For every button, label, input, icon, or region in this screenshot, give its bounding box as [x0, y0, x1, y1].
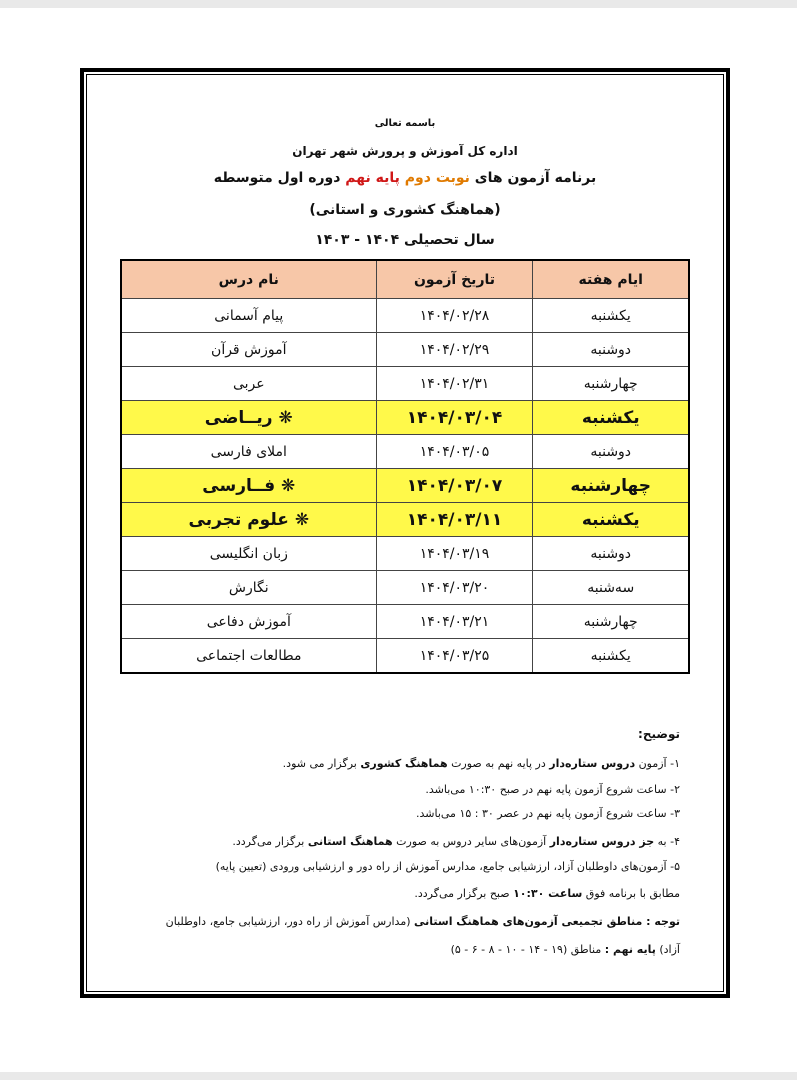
attention-part: (مدارس آموزش از راه دور، ارزشیابی جامع، داوطلبان	[165, 915, 414, 928]
table-row	[121, 469, 689, 503]
table-row	[121, 605, 689, 639]
table-row	[121, 401, 689, 435]
organization-name: اداره کل آموزش و پرورش شهر تهران	[292, 144, 518, 158]
attention-bold: مناطق تجمیعی آزمون‌های هماهنگ استانی	[414, 915, 643, 928]
cell-date: ۱۴۰۴/۰۳/۲۱	[376, 605, 533, 639]
cell-subject: نگارش	[121, 571, 376, 605]
note-1-part: در پایه نهم به صورت	[447, 757, 550, 770]
cell-day: سه‌شنبه	[533, 571, 689, 605]
note-4	[110, 835, 680, 848]
cell-subject: پیام آسمانی	[121, 299, 376, 333]
academic-year: سال تحصیلی ۱۴۰۴ - ۱۴۰۳	[315, 232, 495, 248]
cell-subject: زبان انگلیسی	[121, 537, 376, 571]
title-grade: پایه نهم	[345, 170, 400, 186]
bottom-bar	[0, 1072, 797, 1080]
title-level: دوره اول متوسطه	[213, 170, 346, 186]
table-row	[121, 571, 689, 605]
cell-date: ۱۴۰۴/۰۳/۰۴	[376, 401, 533, 435]
cell-day: دوشنبه	[533, 537, 689, 571]
title-part: برنامه آزمون های	[469, 170, 597, 186]
notes-heading: توضیح:	[638, 727, 680, 741]
cell-subject: عربی	[121, 367, 376, 401]
note-5-part: مطابق با برنامه فوق	[582, 887, 680, 900]
cell-subject: آموزش قرآن	[121, 333, 376, 367]
note-4-part: ۴- به	[654, 835, 680, 848]
cell-subject: ❋ علوم تجربی	[121, 503, 376, 537]
note-2: ۲- ساعت شروع آزمون پایه نهم در صبح ۱۰:۳۰ می‌باشد.	[425, 783, 680, 796]
cell-day: دوشنبه	[533, 333, 689, 367]
header-subject: نام درس	[121, 260, 376, 299]
attention-line-1	[110, 915, 680, 928]
table-header-row	[121, 260, 689, 299]
table-row	[121, 639, 689, 674]
note-4-bold: جز دروس ستاره‌دار	[549, 835, 655, 848]
cell-date: ۱۴۰۴/۰۳/۲۵	[376, 639, 533, 674]
cell-date: ۱۴۰۴/۰۳/۲۰	[376, 571, 533, 605]
note-3: ۳- ساعت شروع آزمون پایه نهم در عصر ۳۰ : ۱۵ می‌باشد.	[415, 807, 680, 820]
note-5-bold: ساعت ۱۰:۳۰	[513, 887, 583, 900]
title-term: نوبت دوم	[404, 170, 470, 186]
table-row	[121, 333, 689, 367]
cell-subject: املای فارسی	[121, 435, 376, 469]
bismillah-line: باسمه تعالی	[374, 118, 436, 129]
note-1-part: ۱- آزمون	[635, 757, 680, 770]
note-5-line-2	[110, 887, 680, 900]
table-row	[121, 435, 689, 469]
note-4-part: برگزار می‌گردد.	[232, 835, 308, 848]
cell-day: یکشنبه	[533, 503, 689, 537]
cell-subject: ❋ ریــاضی	[121, 401, 376, 435]
cell-day: چهارشنبه	[533, 469, 689, 503]
cell-subject: آموزش دفاعی	[121, 605, 376, 639]
attention-line-2	[110, 943, 680, 956]
cell-day: چهارشنبه	[533, 605, 689, 639]
cell-date: ۱۴۰۴/۰۲/۳۱	[376, 367, 533, 401]
page-subtitle: (هماهنگ کشوری و استانی)	[309, 202, 501, 218]
note-1-bold: دروس ستاره‌دار	[549, 757, 636, 770]
cell-day: یکشنبه	[533, 299, 689, 333]
note-1-part: برگزار می شود.	[282, 757, 361, 770]
attention-label: توجه :	[642, 915, 680, 928]
table-row	[121, 503, 689, 537]
cell-day: یکشنبه	[533, 401, 689, 435]
attention-part: آزاد)	[655, 943, 680, 956]
cell-day: چهارشنبه	[533, 367, 689, 401]
note-4-part: آزمون‌های سایر دروس به صورت	[392, 835, 550, 848]
cell-date: ۱۴۰۴/۰۳/۱۹	[376, 537, 533, 571]
attention-part: مناطق (۱۹ - ۱۴ - ۱۰ - ۸ - ۶ - ۵)	[450, 943, 605, 956]
note-5-line-1: ۵- آزمون‌های داوطلبان آزاد، ارزشیابی جامع، مدارس آموزش از راه دور و ارزشیابی ورودی (تعیین پایه)	[215, 860, 680, 873]
cell-subject: ❋ فــارسی	[121, 469, 376, 503]
attention-bold: پایه نهم :	[604, 943, 656, 956]
note-1	[110, 757, 680, 770]
cell-subject: مطالعات اجتماعی	[121, 639, 376, 674]
top-bar	[0, 0, 797, 8]
cell-day: یکشنبه	[533, 639, 689, 674]
cell-date: ۱۴۰۴/۰۲/۲۹	[376, 333, 533, 367]
cell-day: دوشنبه	[533, 435, 689, 469]
cell-date: ۱۴۰۴/۰۳/۰۵	[376, 435, 533, 469]
note-4-bold: هماهنگ استانی	[307, 835, 393, 848]
exam-schedule-table	[120, 259, 690, 674]
cell-date: ۱۴۰۴/۰۲/۲۸	[376, 299, 533, 333]
table-row	[121, 537, 689, 571]
header-day: ایام هفته	[533, 260, 689, 299]
table-row	[121, 367, 689, 401]
note-5-part: صبح برگزار می‌گردد.	[414, 887, 514, 900]
page-title	[90, 170, 720, 186]
table-row	[121, 299, 689, 333]
cell-date: ۱۴۰۴/۰۳/۱۱	[376, 503, 533, 537]
header-date: تاریخ آزمون	[376, 260, 533, 299]
cell-date: ۱۴۰۴/۰۳/۰۷	[376, 469, 533, 503]
note-1-bold: هماهنگ کشوری	[360, 757, 448, 770]
